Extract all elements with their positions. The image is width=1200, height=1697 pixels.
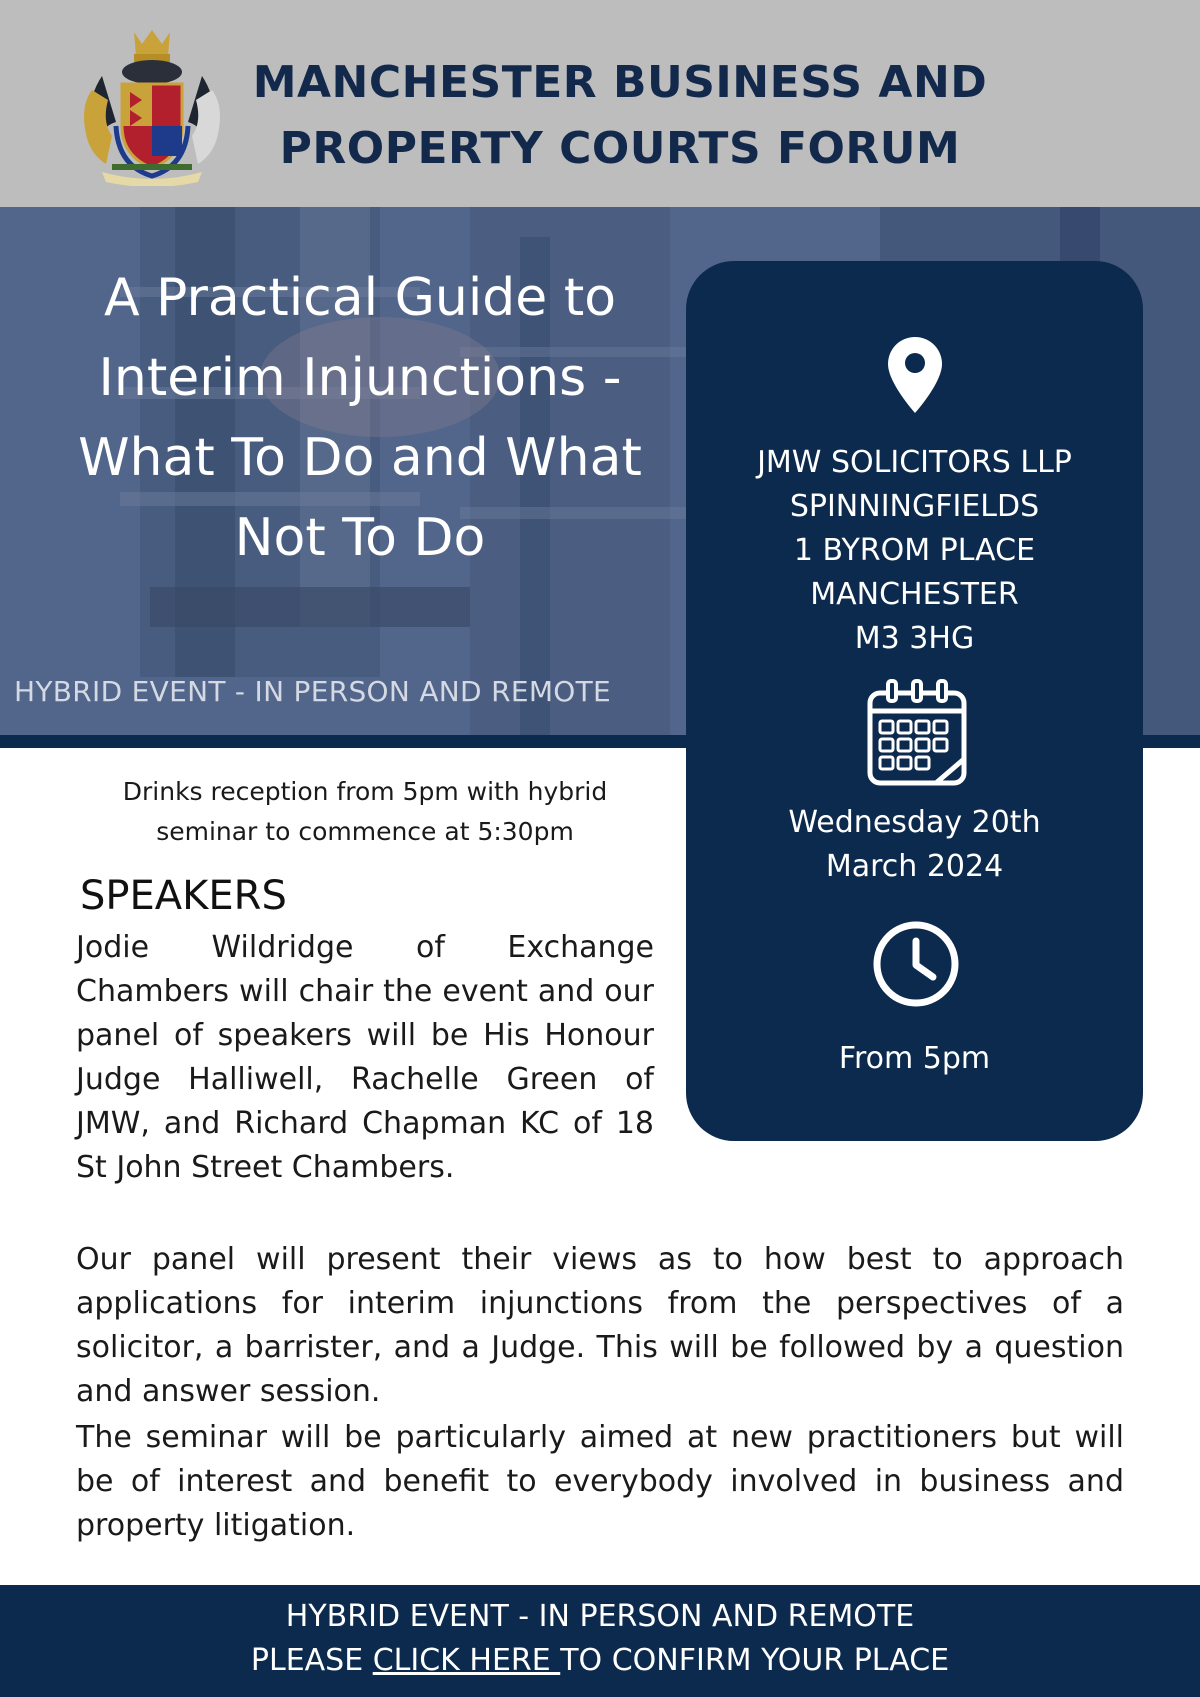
event-date <box>686 801 1143 889</box>
forum-title-line-1: MANCHESTER BUSINESS AND <box>252 57 988 108</box>
footer-hybrid-line: HYBRID EVENT - IN PERSON AND REMOTE <box>285 1599 915 1634</box>
footer-confirm-text: TO CONFIRM YOUR PLACE <box>560 1643 950 1678</box>
calendar-icon <box>866 679 968 787</box>
event-title-line-4: Not To Do <box>234 508 486 568</box>
event-title-line-3: What To Do and What <box>78 428 642 488</box>
drinks-line-1: Drinks reception from 5pm with hybrid <box>122 777 608 806</box>
panel-description-paragraph: Our panel will present their views as to how best to approach applications for interim injunctions from the perspectives of a solicitor, a barrister, and a Judge. This will be followed by a question and answer session. <box>76 1242 1124 1409</box>
footer-please-text: PLEASE <box>250 1643 373 1678</box>
footer-band <box>0 1585 1200 1697</box>
speakers-paragraph: Jodie Wildridge of Exchange Chambers will chair the event and our panel of speakers will be His Honour Judge Halliwell, Rachelle Green of JMW, and Richard Chapman KC of 18 St John Street Chambers. <box>76 930 654 1185</box>
event-title-line-1: A Practical Guide to <box>103 268 617 328</box>
click-here-link[interactable]: CLICK HERE <box>372 1643 561 1678</box>
event-title <box>40 258 680 578</box>
event-date-line-2: March 2024 <box>825 849 1004 884</box>
speakers-heading: SPEAKERS <box>80 873 287 919</box>
address-line-2: SPINNINGFIELDS <box>789 489 1040 524</box>
address-line-3: 1 BYROM PLACE <box>793 533 1036 568</box>
address-line-4: MANCHESTER <box>810 577 1019 612</box>
drinks-reception-note <box>60 772 670 852</box>
address-line-1: JMW SOLICITORS LLP <box>757 445 1072 480</box>
footer-confirm-line <box>0 1639 1200 1683</box>
drinks-line-2: seminar to commence at 5:30pm <box>156 817 574 846</box>
forum-title <box>250 50 990 182</box>
venue-address <box>686 441 1143 661</box>
event-details-card <box>686 261 1143 1141</box>
map-pin-icon <box>888 337 942 413</box>
forum-title-line-2: PROPERTY COURTS FORUM <box>279 123 961 174</box>
event-time: From 5pm <box>838 1041 991 1076</box>
event-date-line-1: Wednesday 20th <box>788 805 1041 840</box>
hybrid-event-label: HYBRID EVENT - IN PERSON AND REMOTE <box>14 675 612 708</box>
event-title-line-2: Interim Injunctions - <box>98 348 622 408</box>
header-band <box>0 0 1200 207</box>
royal-coat-of-arms-icon <box>72 26 232 186</box>
address-line-5: M3 3HG <box>854 621 975 656</box>
audience-paragraph: The seminar will be particularly aimed at new practitioners but will be of interest and benefit to everybody involved in business and property litigation. <box>76 1420 1124 1543</box>
clock-icon <box>871 919 961 1009</box>
